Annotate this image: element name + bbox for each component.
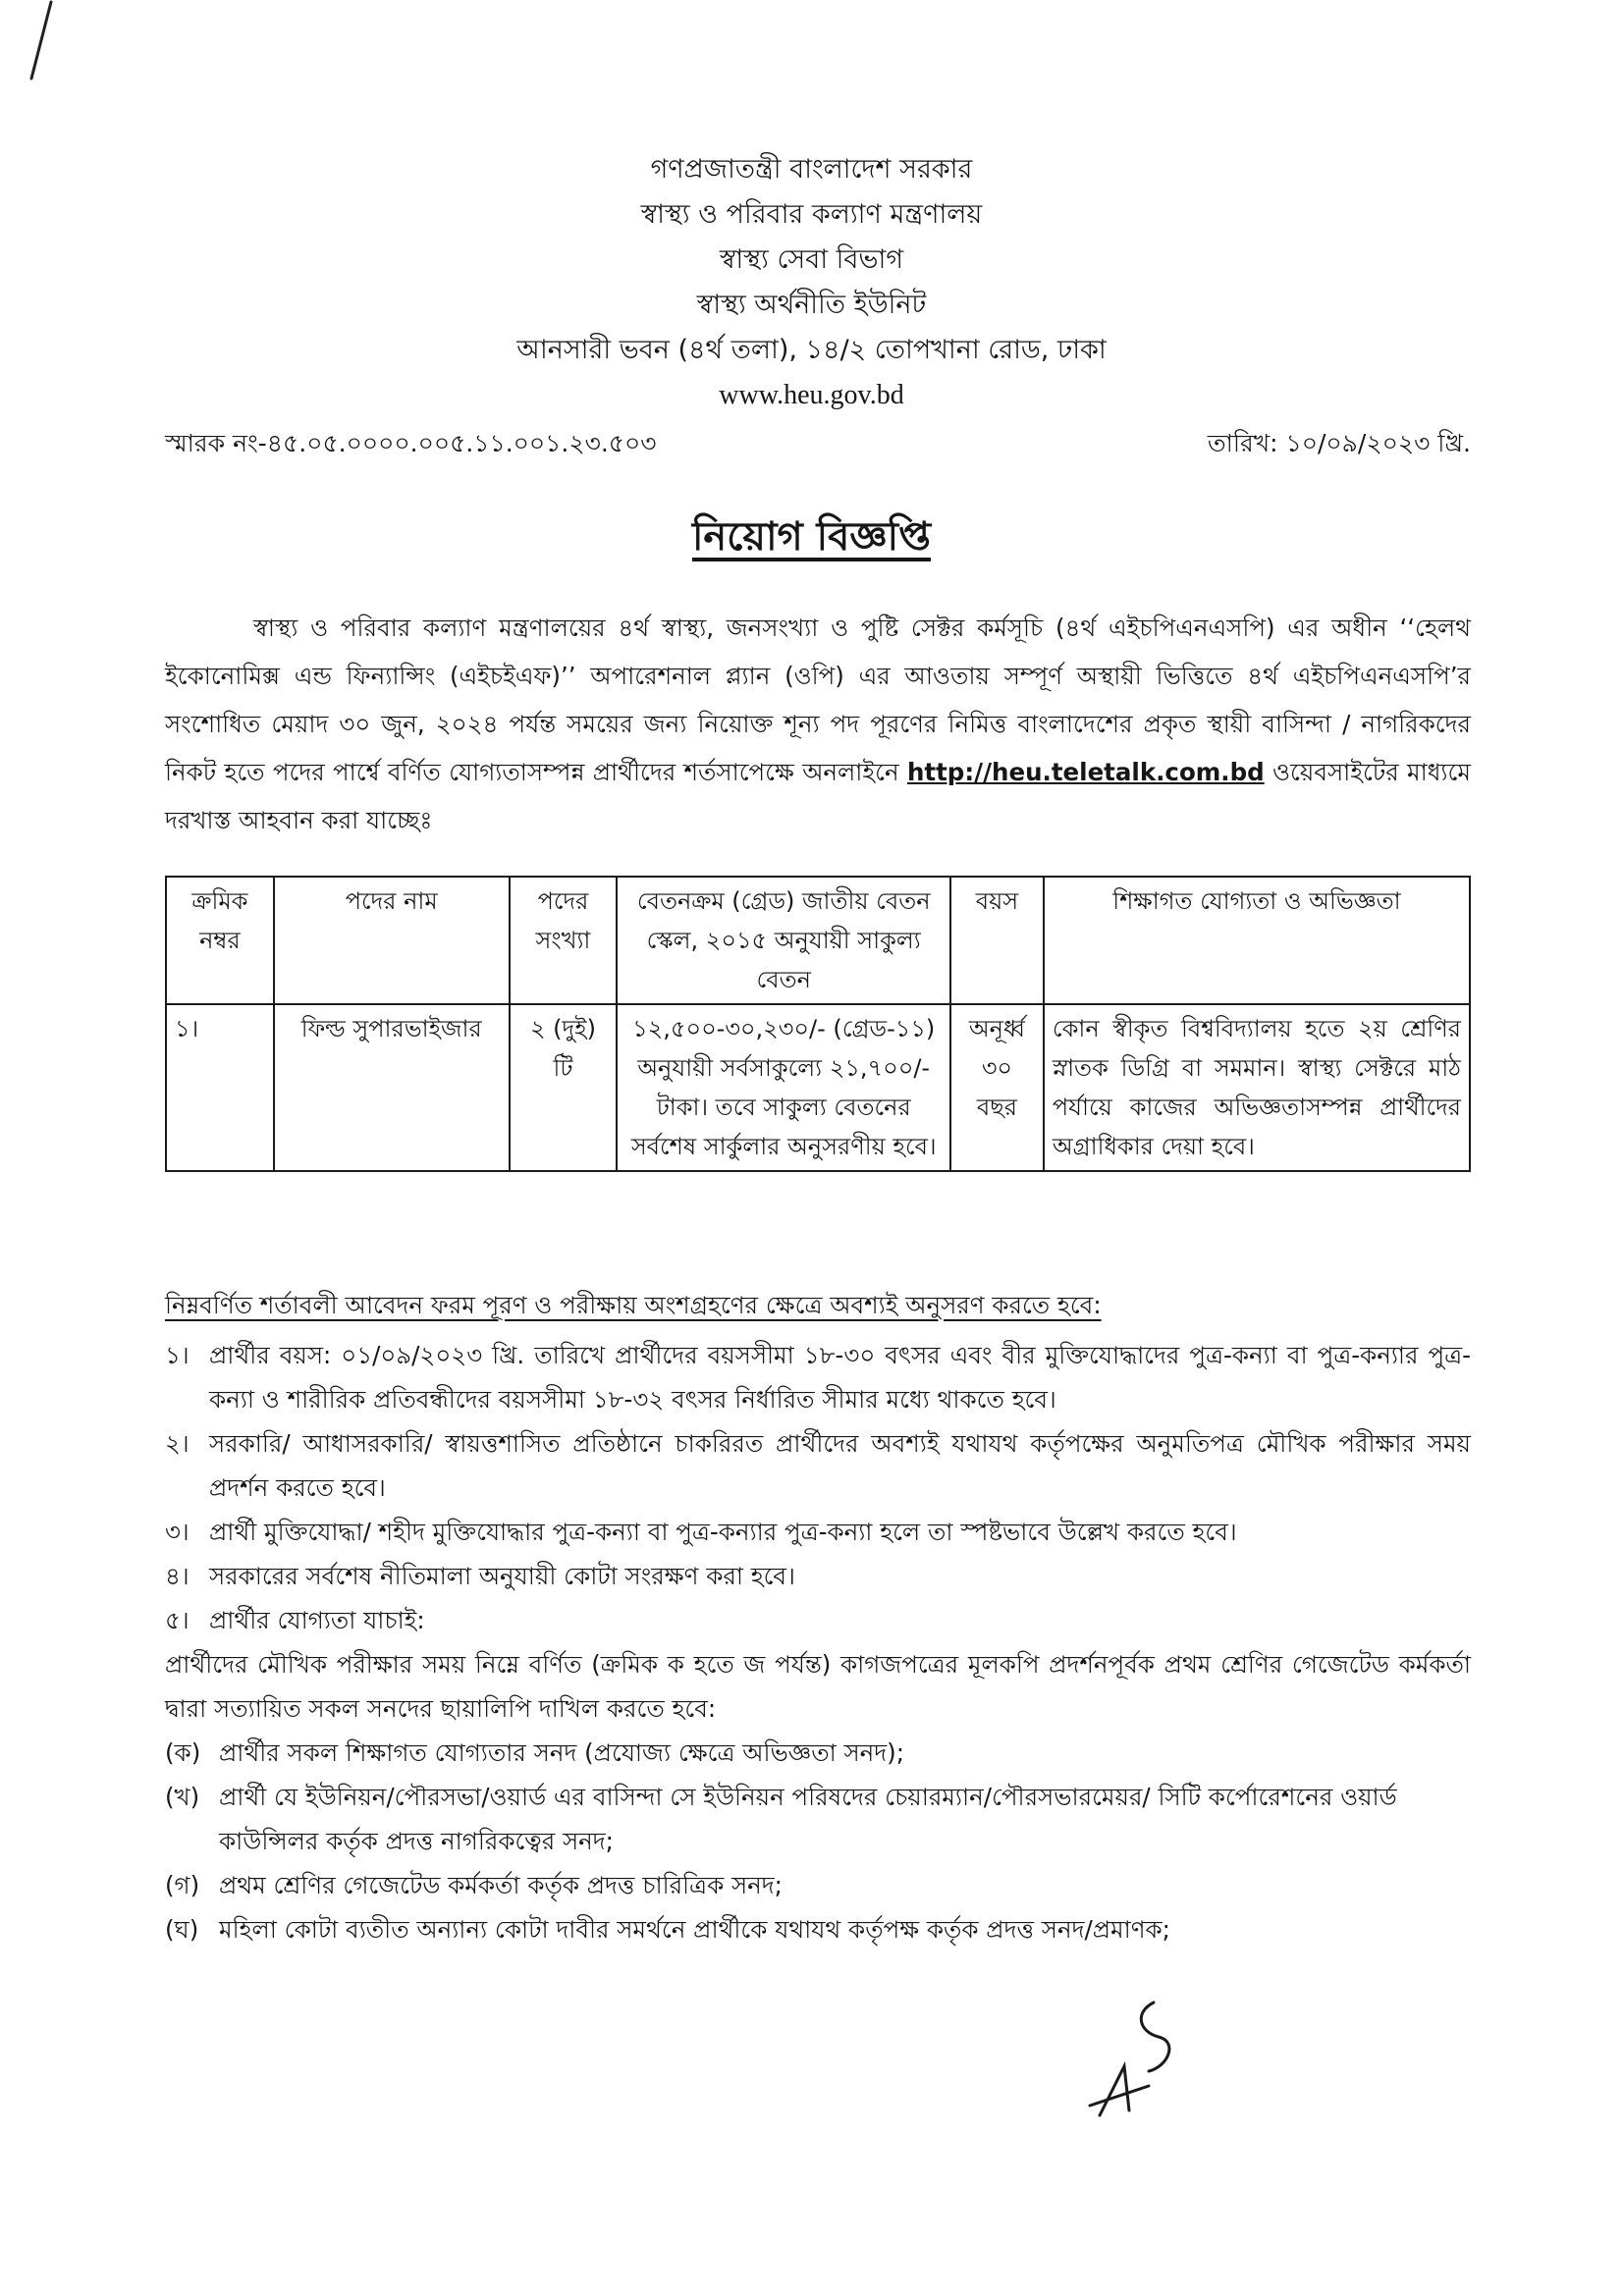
signature-icon: [1080, 1993, 1217, 2130]
terms-list: [165, 1333, 1471, 1951]
cell-age: অনূর্ধ্ব ৩০ বছর: [950, 1004, 1044, 1171]
cell-qualification: কোন স্বীকৃত বিশ্ববিদ্যালয় হতে ২য় শ্রেণির স্নাতক ডিগ্রি বা সমমান। স্বাস্থ্য সেক্টরে মাঠ পর্যায়ে কাজের অভিজ্ঞতাসম্পন্ন প্রার্থীদের অগ্রাধিকার দেয়া হবে।: [1044, 1004, 1470, 1171]
intro-text: স্বাস্থ্য ও পরিবার কল্যাণ মন্ত্রণালয়ের ৪র্থ স্বাস্থ্য, জনসংখ্যা ও পুষ্টি সেক্টর কর্মসূচি (৪র্থ এইচপিএনএসপি) এর অধীন ‘‘হেলথ ইকোনোমিক্স এন্ড ফিন্যান্সিং (এইচইএফ)’’ অপারেশনাল প্ল্যান (ওপি) এর আওতায় সম্পূর্ণ অস্থায়ী ভিত্তিতে ৪র্থ এইচপিএনএসপি’র সংশোধিত মেয়াদ ৩০ জুন, ২০২৪ পর্যন্ত সময়ের জন্য নিয়োক্ত শূন্য পদ পূরণের নিমিত্ত বাংলাদেশের প্রকৃত স্থায়ী বাসিন্দা / নাগরিকদের নিকট হতে পদের পার্শ্বে বর্ণিত যোগ্যতাসম্পন্ন প্রার্থীদের শর্তসাপেক্ষে অনলাইনে: [165, 614, 1471, 786]
memo-date: তারিখ: ১০/০৯/২০২৩ খ্রি.: [1207, 429, 1471, 457]
item-text: প্রার্থীর বয়স: ০১/০৯/২০২৩ খ্রি. তারিখে প্রার্থীদের বয়সসীমা ১৮-৩০ বৎসর এবং বীর মুক্তিযোদ্ধাদের পুত্র-কন্যা বা পুত্র-কন্যার পুত্র-কন্যা ও শারীরিক প্রতিবন্ধীদের বয়সসীমা ১৮-৩২ বৎসর নির্ধারিত সীমার মধ্যে থাকতে হবে।: [209, 1341, 1471, 1414]
office-header: [0, 147, 1623, 418]
col-serial-header: ক্রমিক নম্বর: [166, 877, 274, 1004]
memo-row: [165, 424, 1471, 463]
col-salary-header: বেতনক্রম (গ্রেড) জাতীয় বেতন স্কেল, ২০১৫ অনুযায়ী সাকুল্য বেতন: [617, 877, 950, 1004]
cell-salary: ১২,৫০০-৩০,২৩০/- (গ্রেড-১১) অনুযায়ী সর্বসাকুল্যে ২১,৭০০/- টাকা। তবে সাকুল্য বেতনের সর্বশেষ সার্কুলার অনুসরণীয় হবে।: [617, 1004, 950, 1171]
cell-serial: ১।: [166, 1004, 274, 1171]
document-item: [165, 1907, 1471, 1951]
cell-count: ২ (দুই) টি: [510, 1004, 618, 1171]
item-text: প্রার্থীর যোগ্যতা যাচাই:: [209, 1606, 425, 1634]
verification-paragraph: প্রার্থীদের মৌখিক পরীক্ষার সময় নিম্নে বর্ণিত (ক্রমিক ক হতে জ পর্যন্ত) কাগজপত্রের মূলকপি প্রদর্শনপূর্বক প্রথম শ্রেণির গেজেটেড কর্মকর্তা দ্বারা সত্যায়িত সকল সনদের ছায়ালিপি দাখিল করতে হবে:: [165, 1650, 1471, 1723]
posts-table: [165, 876, 1471, 1172]
doc-text: প্রথম শ্রেণির গেজেটেড কর্মকর্তা কর্তৃক প্রদত্ত চারিত্রিক সনদ;: [219, 1871, 783, 1899]
terms-heading: নিম্নবর্ণিত শর্তাবলী আবেদন ফরম পূরণ ও পরীক্ষায় অংশগ্রহণের ক্ষেত্রে অবশ্যই অনুসরণ করতে হবে:: [165, 1291, 1102, 1319]
col-count-header: পদের সংখ্যা: [510, 877, 618, 1004]
header-line-division: স্বাস্থ্য সেবা বিভাগ: [719, 244, 904, 275]
application-link[interactable]: http://heu.teletalk.com.bd: [906, 758, 1265, 786]
col-qualification-header: শিক্ষাগত যোগ্যতা ও অভিজ্ঞতা: [1044, 877, 1470, 1004]
item-text: সরকারের সর্বশেষ নীতিমালা অনুযায়ী কোটা সংরক্ষণ করা হবে।: [209, 1562, 795, 1590]
memo-number: স্মারক নং-৪৫.০৫.০০০০.০০৫.১১.০০১.২৩.৫০৩: [165, 429, 657, 457]
list-item: [165, 1421, 1471, 1510]
item-number: ১।: [165, 1341, 189, 1369]
doc-text: প্রার্থীর সকল শিক্ষাগত যোগ্যতার সনদ (প্রযোজ্য ক্ষেত্রে অভিজ্ঞতা সনদ);: [219, 1738, 904, 1767]
document-item: [165, 1863, 1471, 1907]
item-number: ৩।: [165, 1518, 189, 1546]
doc-text: মহিলা কোটা ব্যতীত অন্যান্য কোটা দাবীর সমর্থনে প্রার্থীকে যথাযথ কর্তৃপক্ষ কর্তৃক প্রদত্ত সনদ/প্রমাণক;: [219, 1915, 1170, 1944]
intro-paragraph: [165, 604, 1471, 844]
notice-title-text: নিয়োগ বিজ্ঞপ্তি: [691, 514, 931, 560]
doc-number: (খ): [165, 1783, 200, 1811]
document-item: [165, 1731, 1471, 1775]
table-header-row: [166, 877, 1470, 1004]
table-row: [166, 1004, 1470, 1171]
item-number: ৪।: [165, 1562, 189, 1590]
item-text: প্রার্থী মুক্তিযোদ্ধা/ শহীদ মুক্তিযোদ্ধার পুত্র-কন্যা বা পুত্র-কন্যার পুত্র-কন্যা হলে তা স্পষ্টভাবে উল্লেখ করতে হবে।: [209, 1518, 1237, 1546]
doc-text: প্রার্থী যে ইউনিয়ন/পৌরসভা/ওয়ার্ড এর বাসিন্দা সে ইউনিয়ন পরিষদের চেয়ারম্যান/পৌরসভারমেয়র/ সিটি কর্পোরেশনের ওয়ার্ড কাউন্সিলর কর্তৃক প্রদত্ত নাগরিকত্বের সনদ;: [219, 1783, 1397, 1855]
list-item: [165, 1333, 1471, 1421]
list-item: [165, 1598, 1471, 1642]
header-line-unit: স্বাস্থ্য অর্থনীতি ইউনিট: [696, 290, 927, 320]
item-text: সরকারি/ আধাসরকারি/ স্বায়ত্তশাসিত প্রতিষ্ঠানে চাকরিরত প্রার্থীদের অবশ্যই যথাযথ কর্তৃপক্ষের অনুমতিপত্র মৌখিক পরীক্ষার সময় প্রদর্শন করতে হবে।: [209, 1429, 1471, 1502]
document-item: [165, 1775, 1471, 1863]
header-line-address: আনসারী ভবন (৪র্থ তলা), ১৪/২ তোপখানা রোড, ঢাকা: [516, 335, 1107, 365]
col-post-header: পদের নাম: [274, 877, 510, 1004]
intro-tail: ওয়েবসাইটের মাধ্যমে দরখাস্ত আহবান করা যাচ্ছেঃ: [165, 758, 1471, 834]
notice-title: [0, 506, 1623, 571]
col-age-header: বয়স: [950, 877, 1044, 1004]
item-number: ৫।: [165, 1606, 189, 1634]
doc-number: (ক): [165, 1738, 201, 1767]
cell-post: ফিল্ড সুপারভাইজার: [274, 1004, 510, 1171]
list-item: [165, 1554, 1471, 1598]
list-item: [165, 1510, 1471, 1554]
doc-number: (ঘ): [165, 1915, 199, 1944]
header-line-ministry: স্বাস্থ্য ও পরিবার কল্যাণ মন্ত্রণালয়: [640, 199, 983, 230]
doc-number: (গ): [165, 1871, 200, 1899]
header-line-website[interactable]: www.heu.gov.bd: [719, 380, 904, 410]
pen-mark-icon: [20, 0, 59, 88]
item-number: ২।: [165, 1429, 189, 1458]
header-line-govt: গণপ্রজাতন্ত্রী বাংলাদেশ সরকার: [650, 154, 973, 185]
